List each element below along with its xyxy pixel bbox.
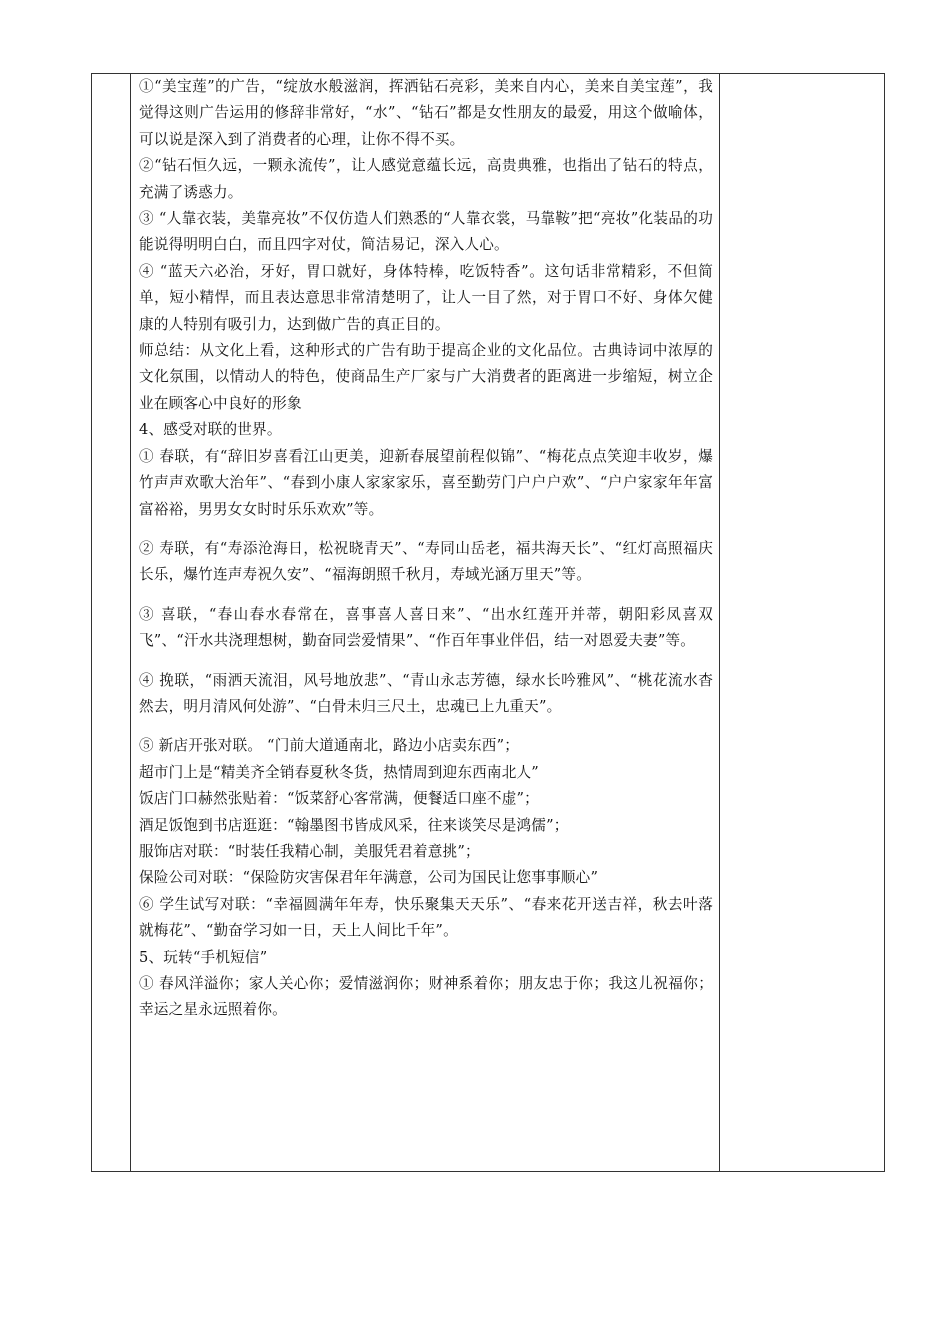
- paragraph-supermarket: 超市门上是“精美齐全销春夏秋冬货，热情周到迎东西南北人”: [139, 763, 539, 781]
- lesson-table: [91, 73, 885, 1172]
- paragraph-ad-maybelline: ①“美宝莲”的广告，“绽放水般滋润，挥洒钻石亮彩，美来自内心，美来自美宝莲”，我觉得这则广告运用的修辞非常好，“水”、“钻石”都是女性朋友的最爱，用这个做喻体，可以说是深入到了消费者的心理，让你不得不买。: [139, 78, 713, 148]
- paragraph-ad-diamond: ②“钻石恒久远，一颗永流传”，让人感觉意蕴长远，高贵典雅，也指出了钻石的特点，充满了诱惑力。: [139, 157, 713, 201]
- paragraph-ad-toothpaste: ④ “蓝天六必治，牙好，胃口就好，身体特棒，吃饭特香”。这句话非常精彩，不但简单，短小精悍，而且表达意思非常清楚明了，让人一目了然，对于胃口不好、身体欠健康的人特别有吸引力，达到做广告的真正目的。: [139, 262, 713, 333]
- paragraph-bookstore: 酒足饭饱到书店逛逛：“翰墨图书皆成风采，往来谈笑尽是鸿儒”；: [139, 816, 569, 834]
- table-right-column: [720, 74, 884, 1171]
- paragraph-restaurant: 饭店门口赫然张贴着：“饭菜舒心客常满，便餐适口座不虚”；: [139, 790, 539, 808]
- paragraph-clothing-store: 服饰店对联：“时装任我精心制，美服凭君着意挑”；: [139, 842, 480, 860]
- table-content-column: [131, 74, 720, 1171]
- paragraph-ad-makeup: ③ “人靠衣装，美靠亮妆”不仅仿造人们熟悉的“人靠衣裳，马靠鞍”把“亮妆”化装品的功能说得明明白白，而且四字对仗，简洁易记，深入人心。: [139, 210, 713, 254]
- paragraph-birthday-couplets: ② 寿联，有“寿添沧海日，松祝晓青天”、“寿同山岳老，福共海天长”、“红灯高照福庆长乐，爆竹连声寿祝久安”、“福海朗照千秋月，寿域光涵万里天”等。: [139, 539, 713, 584]
- section-heading-couplets: 4、感受对联的世界。: [139, 421, 282, 439]
- table-left-column: [92, 74, 131, 1171]
- paragraph-shop-opening: ⑤ 新店开张对联。 “门前大道通南北，路边小店卖东西”；: [139, 737, 520, 755]
- paragraph-elegiac-couplets: ④ 挽联，“雨洒天流泪，风号地放悲”、“青山永志芳德，绿水长吟雅风”、“桃花流水杳然去，明月清风何处游”、“白骨未归三尺土，忠魂已上九重天”。: [139, 671, 713, 715]
- paragraph-insurance: 保险公司对联：“保险防灾害保君年年满意，公司为国民让您事事顺心”: [139, 869, 599, 887]
- paragraph-student-couplets: ⑥ 学生试写对联：“幸福圆满年年寿，快乐聚集天天乐”、“春来花开送吉祥，秋去叶落就梅花”、“勤奋学习如一日，天上人间比千年”。: [139, 895, 713, 940]
- section-heading-sms: 5、玩转“手机短信”: [139, 948, 268, 966]
- paragraph-sms-example: ① 春风洋溢你；家人关心你；爱情滋润你；财神系着你；朋友忠于你；我这儿祝福你；幸运之星永远照着你。: [139, 975, 713, 1019]
- paragraph-teacher-summary: 师总结：从文化上看，这种形式的广告有助于提高企业的文化品位。古典诗词中浓厚的文化氛围，以情动人的特色，使商品生产厂家与广大消费者的距离进一步缩短，树立企业在顾客心中良好的形象: [139, 342, 713, 412]
- paragraph-wedding-couplets: ③ 喜联，“春山春水春常在，喜事喜人喜日来”、“出水红莲开并蒂，朝阳彩凤喜双飞”、“汗水共浇理想树，勤奋同尝爱情果”、“作百年事业伴侣，结一对恩爱夫妻”等。: [139, 605, 713, 650]
- paragraph-spring-couplets: ① 春联，有“辞旧岁喜看江山更美，迎新春展望前程似锦”、“梅花点点笑迎丰收岁，爆竹声声欢歌大治年”、“春到小康人家家家乐，喜至勤劳门户户户欢”、“户户家家年年富富裕裕，男男女女时时乐乐欢欢”等。: [139, 447, 713, 518]
